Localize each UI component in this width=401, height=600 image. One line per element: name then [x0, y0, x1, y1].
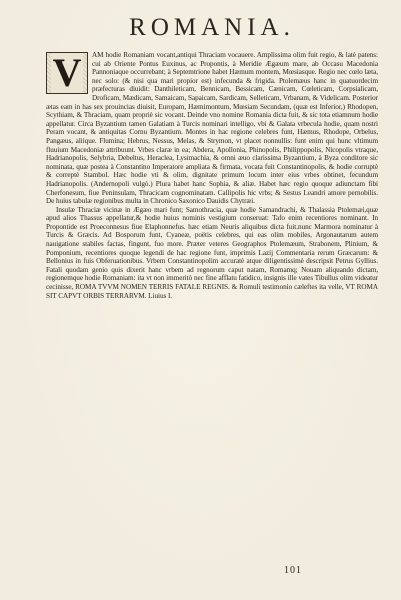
- decorated-initial-icon: [46, 52, 88, 94]
- body-text: [46, 51, 378, 300]
- paragraph-2: [46, 206, 378, 301]
- page-title: ROMANIA.: [129, 14, 295, 41]
- paragraph-1-text: AM hodie Romaniam vocant,antiqui Thraciam vocauere. Amplissima olim fuit regio, & latè patens: cui ab Oriente Pontus Euxinus, ac Propontis, à Meridie Ægæum mare, ab Occasu Macedonia Pannoniaque occurrebant; à Septemtrione habet Hæmum montem, Mœsiasque. Regio nec cœlo læta, nec solo: (& nisi qua mari propior est) infecunda & frigida. Ptolemæus hanc in quatuordecim præfecturas diuidit: Danthileticam, Bennicam, Bessicam, Cænicam, Cœleticam, Corpsialicam, Droficam, Mædicam, Samaicam, Sapaicam, Sardicam, Selleticam, Vrbanam, & Videlicam. Posterior ætas eam in has sex prouincias diuisit, Europam, Hæmimontum, Mœsiam Secundam, (quæ est Inferior,) Rhodopen, Scythiam, & Thraciam, quam propriè sic vocant. Deinde vno nomine Romania dicta fuit, & sic tota etiamnum hodie appellatur. Circa Byzantium tamen Galatiam à Turcis nominari intelligo, vbi & Galata vrbecula hodie, quam nostri Peram vocant, & antiquitas Cornu Byzantium. Montes in hac regione celebres funt, Hæmus, Rhodope, Orbelus, Pangæus, aliique. Flumina; Hebrus, Nessus, Melas, & Strymon, vt placet nonnullis: funt enim qui hunc vltimum fluuium Macedoniæ attribuunt. Vrbes claræ in ea; Abdera, Apollonia, Phinopolis, Philippopolis, Nicopolis vtraque, Hadrianopolis, Selybria, Debeltus, Heraclea, Lysimachia, & omni æuo clarissima Byzantium, à Byza conditore sic nominata, quæ postea à Constantino Imperatore ampliata & firmata, vocata fuit Constantinopolis, & hodie corruptè & correptè Stambol. Hæc hodie vti & olim, dignitate primum locum inter eius vrbes obtinet, fecundum Hadrianopolis. (Andernopoli vulgò.) Plura habet hanc Sophia, & aliæ. Habet hæc regio quoque adiunctam fibi Cherfonesum, fiue Peninsulam, Thracicam cognominatam. Callipolis hic vrbs; & Sestus Leandri amore pernobilis. De huius tabulæ regionibus multa in Chronico Saxonico Dauidis Chytræi.: [46, 51, 378, 206]
- page-number: 101: [284, 565, 302, 576]
- dropcap-letter: V: [52, 50, 82, 95]
- page-footer: [46, 565, 378, 576]
- paragraph-1: [46, 51, 378, 206]
- paragraph-2-text: Insulæ Thraciæ vicinæ in Ægæo mari funt; Samothracia, quæ hodie Samandrachi, & Thalassia Ptolemæi,quæ apud alios Thassus appellatur,& hodie huius nominis vestigium conseruat: Tafo enim recentiores nominant. In Propontide est Proeconnesus fiue Elaphonnefus. hæc etiam Neuris aliquibus dicta fuit.nunc Marmora nominatur à Turcis & Græcis. Ad Bosporum funt, Cyaneæ, poëtis celebres, qui eas olim mobiles, Argonautarum autem nauigatione stabiles factas, fingunt, fuo more. Præter veteres Geographos Ptolemæum, Strabonem, Plinium, & Pomponium, recentiores quoque legendi de hac regione funt, imprimis Lazij Commentaria rerum Græcarum: & Bellonius in fuis Obferuationibus. Vrbem Constantinopolim accuratè atque diligentissimè descripsit Petrus Gyllius. Fatali quodam genio quis dixerit hanc vrbem ad regnorum caput natam, Romamq; Nouam aliquando dictam, regionemque hodie Romaniam: ita vt non immeritò nec fine afflatu fatidico, insignis ille vates Tibullus olim videatur cecinisse, ROMA TVVM NOMEN TERRIS FATALE REGNIS. & Romuli testimonio cæleftes ita velle, VT ROMA SIT CAPVT ORBIS TERRARVM. Liuius I.: [46, 205, 378, 300]
